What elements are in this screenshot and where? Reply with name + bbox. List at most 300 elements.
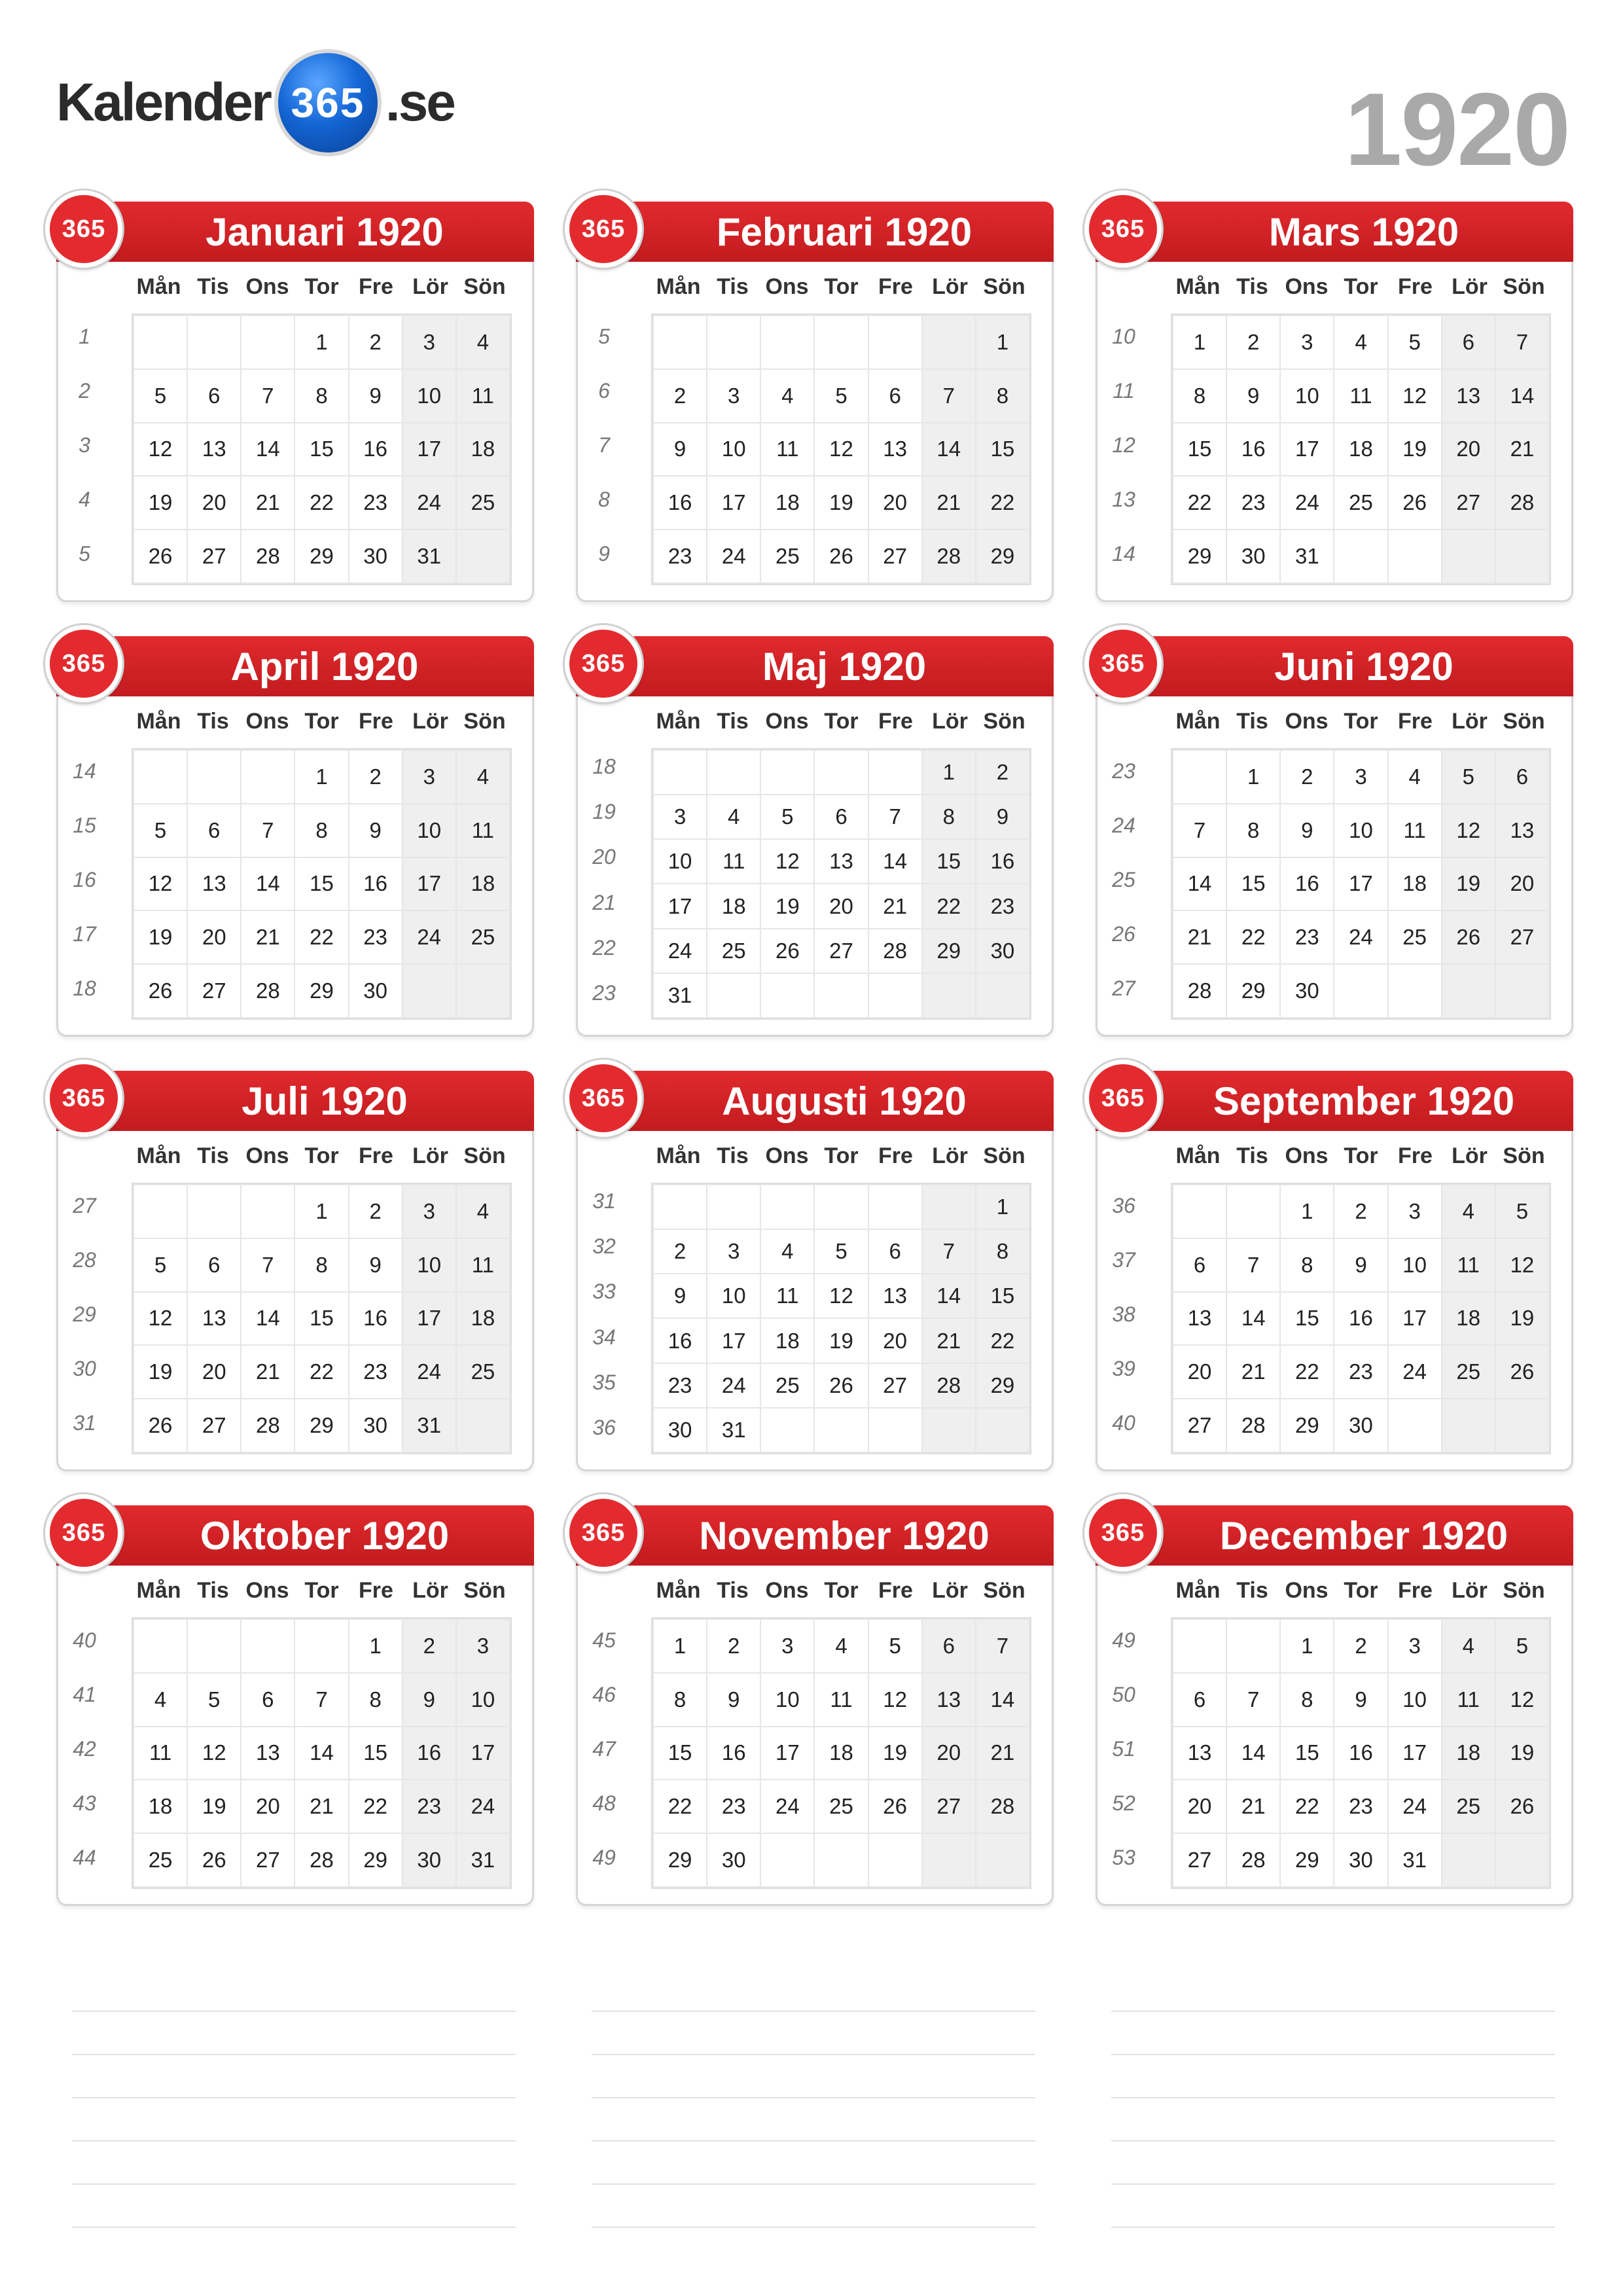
day-cell: 25 <box>1334 476 1387 529</box>
week-row <box>134 1619 510 1673</box>
week-row <box>134 1185 510 1238</box>
weekday-header-row <box>132 709 512 734</box>
weekday-header-row <box>1171 709 1551 734</box>
day-cell: 29 <box>1280 1833 1334 1887</box>
day-cell: 3 <box>707 369 760 423</box>
weekday-header-row <box>132 1143 512 1169</box>
day-cell: 2 <box>976 750 1029 795</box>
week-row <box>653 1318 1029 1363</box>
week-row <box>134 1399 510 1452</box>
day-cell: 26 <box>1388 476 1442 529</box>
week-number: 49 <box>592 1846 616 1869</box>
day-cell <box>922 1408 976 1452</box>
day-cell: 22 <box>1173 476 1226 529</box>
day-cell: 5 <box>868 1619 922 1673</box>
weekday-label: Ons <box>765 1578 809 1603</box>
day-cell <box>1442 529 1495 583</box>
week-number: 44 <box>73 1846 96 1869</box>
month-title: Oktober 1920 <box>200 1513 450 1558</box>
weekday-label: Ons <box>765 1143 809 1168</box>
day-cell: 20 <box>1495 857 1549 911</box>
week-number-column <box>58 748 111 1020</box>
day-cell: 8 <box>976 369 1029 423</box>
week-row <box>1173 857 1549 911</box>
day-cell: 3 <box>456 1619 510 1673</box>
day-cell <box>241 1185 294 1238</box>
note-line <box>72 2054 516 2055</box>
day-cell: 18 <box>456 423 510 476</box>
day-cell <box>1495 1399 1549 1452</box>
weekday-label: Mån <box>136 1143 181 1168</box>
week-number: 18 <box>73 977 96 1000</box>
weekday-label: Tor <box>1344 1578 1378 1603</box>
day-cell: 18 <box>1442 1727 1495 1780</box>
week-row <box>1173 1345 1549 1399</box>
week-number: 1 <box>79 325 90 348</box>
week-number: 48 <box>592 1791 616 1815</box>
weekday-header-row <box>1171 274 1551 300</box>
day-cell: 27 <box>187 1399 241 1452</box>
week-number: 11 <box>1113 379 1135 403</box>
day-cell: 20 <box>868 1318 922 1363</box>
day-cell <box>760 1833 814 1887</box>
week-number: 5 <box>598 325 610 348</box>
day-cell <box>922 1185 976 1229</box>
week-number: 40 <box>73 1628 96 1652</box>
day-cell: 8 <box>294 1238 348 1292</box>
notes-column-2 <box>592 2011 1035 2270</box>
day-cell: 15 <box>1226 857 1280 911</box>
day-cell: 23 <box>349 910 402 964</box>
day-cell: 17 <box>707 476 760 529</box>
day-cell: 1 <box>294 315 348 369</box>
day-cell <box>187 1185 241 1238</box>
note-line <box>1111 2183 1555 2185</box>
day-cell: 24 <box>1334 910 1387 964</box>
day-cell: 6 <box>1173 1238 1226 1292</box>
day-cell: 6 <box>922 1619 976 1673</box>
weekday-label: Ons <box>765 709 809 734</box>
week-row <box>653 315 1029 369</box>
day-cell: 29 <box>653 1833 707 1887</box>
month-badge-icon: 365 <box>565 1494 642 1571</box>
week-row <box>653 476 1029 529</box>
day-cell: 27 <box>187 964 241 1018</box>
day-cell <box>868 973 922 1018</box>
day-cell: 11 <box>760 1274 814 1318</box>
week-row <box>653 929 1029 973</box>
day-cell: 28 <box>241 1399 294 1452</box>
week-row <box>134 1727 510 1780</box>
day-cell: 27 <box>1173 1399 1226 1452</box>
day-cell: 3 <box>760 1619 814 1673</box>
day-cell: 14 <box>922 423 976 476</box>
month-card <box>56 636 534 1037</box>
weekday-label: Fre <box>359 1578 393 1603</box>
weekday-label: Ons <box>1285 709 1329 734</box>
day-cell: 16 <box>349 1292 402 1346</box>
day-cell: 9 <box>976 795 1029 839</box>
day-cell: 5 <box>1388 315 1442 369</box>
weekday-label: Lör <box>412 709 448 734</box>
day-cell: 4 <box>1388 750 1442 804</box>
weekday-label: Tor <box>1344 1143 1378 1168</box>
day-cell: 14 <box>294 1727 348 1780</box>
weekday-label: Ons <box>765 274 809 299</box>
day-cell: 10 <box>1388 1238 1442 1292</box>
day-cell: 24 <box>1280 476 1334 529</box>
weekday-header-row <box>651 1143 1031 1169</box>
day-cell: 8 <box>1226 804 1280 857</box>
week-number: 52 <box>1112 1791 1135 1815</box>
week-number: 35 <box>592 1370 616 1394</box>
weekday-label: Tis <box>1236 1578 1268 1603</box>
note-line <box>592 2054 1035 2055</box>
week-number: 49 <box>1112 1628 1135 1652</box>
month-header <box>56 1071 534 1131</box>
day-cell: 26 <box>760 929 814 973</box>
day-cell: 9 <box>349 804 402 857</box>
day-cell: 18 <box>1334 423 1387 476</box>
week-row <box>1173 1727 1549 1780</box>
day-cell: 10 <box>707 423 760 476</box>
week-row <box>1173 1780 1549 1833</box>
day-cell: 29 <box>976 529 1029 583</box>
day-cell: 10 <box>707 1274 760 1318</box>
day-cell: 17 <box>402 857 456 911</box>
day-cell: 1 <box>294 750 348 804</box>
day-cell: 17 <box>1388 1292 1442 1346</box>
day-cell: 7 <box>241 1238 294 1292</box>
day-cell: 19 <box>1388 423 1442 476</box>
day-cell: 10 <box>1334 804 1387 857</box>
weekday-label: Tor <box>304 709 339 734</box>
day-cell: 5 <box>134 804 187 857</box>
day-cell: 14 <box>976 1673 1029 1727</box>
day-cell <box>976 1833 1029 1887</box>
day-cell: 9 <box>707 1673 760 1727</box>
day-cell: 7 <box>1495 315 1549 369</box>
day-cell: 1 <box>294 1185 348 1238</box>
day-cell: 9 <box>1334 1238 1387 1292</box>
month-card <box>1096 202 1573 602</box>
week-row <box>134 1833 510 1887</box>
day-cell <box>760 750 814 795</box>
note-line <box>72 2097 516 2098</box>
month-title: September 1920 <box>1213 1079 1515 1123</box>
week-number: 27 <box>73 1194 96 1217</box>
day-cell: 12 <box>868 1673 922 1727</box>
day-cell: 6 <box>868 369 922 423</box>
day-grid <box>1171 748 1551 1020</box>
day-cell: 15 <box>976 1274 1029 1318</box>
day-cell: 30 <box>349 529 402 583</box>
weekday-label: Mån <box>1175 709 1221 734</box>
day-cell: 15 <box>1173 423 1226 476</box>
weekday-label: Tor <box>304 1578 339 1603</box>
day-cell: 11 <box>456 1238 510 1292</box>
day-cell: 11 <box>707 839 760 884</box>
day-cell <box>241 750 294 804</box>
day-cell: 12 <box>1442 804 1495 857</box>
day-cell: 6 <box>1173 1673 1226 1727</box>
weekday-label: Sön <box>463 274 506 299</box>
day-cell: 4 <box>1334 315 1387 369</box>
day-cell: 7 <box>976 1619 1029 1673</box>
day-cell: 29 <box>1173 529 1226 583</box>
weekday-label: Mån <box>1175 274 1221 299</box>
day-cell <box>922 315 976 369</box>
weekday-label: Ons <box>245 1143 289 1168</box>
week-row <box>134 750 510 804</box>
day-cell: 4 <box>1442 1185 1495 1238</box>
day-cell <box>653 1185 707 1229</box>
week-number: 36 <box>1112 1194 1135 1217</box>
day-cell: 31 <box>402 529 456 583</box>
day-cell <box>134 750 187 804</box>
note-line <box>1111 2011 1555 2012</box>
week-number-column <box>578 1617 630 1889</box>
day-cell: 11 <box>814 1673 868 1727</box>
week-number: 12 <box>1112 433 1135 457</box>
month-badge-icon: 365 <box>45 1494 122 1571</box>
day-cell <box>922 1833 976 1887</box>
week-row <box>653 1833 1029 1887</box>
week-number: 37 <box>1112 1248 1135 1272</box>
weekday-label: Mån <box>136 1578 181 1603</box>
week-row <box>134 1345 510 1399</box>
day-cell: 28 <box>1173 964 1226 1018</box>
day-cell: 14 <box>241 1292 294 1346</box>
day-cell: 13 <box>1442 369 1495 423</box>
day-cell: 24 <box>760 1780 814 1833</box>
note-line <box>1111 2140 1555 2142</box>
day-cell: 26 <box>1495 1780 1549 1833</box>
site-logo[interactable] <box>56 47 454 158</box>
day-cell <box>1388 529 1442 583</box>
day-cell: 6 <box>1495 750 1549 804</box>
day-cell: 26 <box>814 529 868 583</box>
week-number: 20 <box>592 845 616 869</box>
note-line <box>72 2140 516 2142</box>
week-row <box>653 369 1029 423</box>
day-cell: 23 <box>653 1363 707 1408</box>
day-cell: 16 <box>349 857 402 911</box>
week-row <box>653 1673 1029 1727</box>
month-title: Maj 1920 <box>762 644 927 689</box>
day-cell: 21 <box>922 476 976 529</box>
day-cell: 20 <box>241 1780 294 1833</box>
weekday-label: Fre <box>878 1143 913 1168</box>
day-cell: 13 <box>1173 1292 1226 1346</box>
note-line <box>592 2227 1035 2228</box>
week-number: 6 <box>598 379 610 403</box>
day-cell: 9 <box>653 1274 707 1318</box>
week-number: 3 <box>79 433 90 457</box>
weekday-label: Ons <box>1285 274 1329 299</box>
day-grid <box>651 1617 1031 1889</box>
day-cell: 16 <box>707 1727 760 1780</box>
week-row <box>134 476 510 529</box>
weekday-label: Mån <box>656 1143 701 1168</box>
day-cell: 5 <box>1442 750 1495 804</box>
day-cell: 4 <box>456 750 510 804</box>
month-title: April 1920 <box>230 644 419 689</box>
day-cell: 20 <box>922 1727 976 1780</box>
day-cell: 6 <box>187 804 241 857</box>
day-cell: 19 <box>868 1727 922 1780</box>
day-cell: 25 <box>456 910 510 964</box>
weekday-label: Sön <box>463 1143 506 1168</box>
day-cell: 18 <box>134 1780 187 1833</box>
weekday-label: Tor <box>824 1143 859 1168</box>
day-cell: 8 <box>294 369 348 423</box>
week-row <box>653 795 1029 839</box>
notes-column-1 <box>72 2011 516 2270</box>
day-cell: 8 <box>294 804 348 857</box>
weekday-label: Tis <box>197 709 229 734</box>
day-cell: 13 <box>814 839 868 884</box>
day-cell: 17 <box>1388 1727 1442 1780</box>
day-cell <box>1388 1399 1442 1452</box>
day-cell: 1 <box>1280 1619 1334 1673</box>
week-row <box>134 1292 510 1346</box>
day-cell: 3 <box>1334 750 1387 804</box>
day-cell: 20 <box>1173 1345 1226 1399</box>
day-cell: 10 <box>402 1238 456 1292</box>
day-cell: 1 <box>1226 750 1280 804</box>
week-number: 14 <box>1112 542 1135 565</box>
note-line <box>1111 2097 1555 2098</box>
month-card <box>1096 1505 1573 1906</box>
day-cell: 10 <box>402 804 456 857</box>
weekday-label: Sön <box>1503 274 1545 299</box>
week-row <box>653 1780 1029 1833</box>
day-cell: 24 <box>402 1345 456 1399</box>
day-cell: 26 <box>187 1833 241 1887</box>
day-cell: 18 <box>814 1727 868 1780</box>
day-cell <box>868 1833 922 1887</box>
day-cell <box>707 315 760 369</box>
day-cell <box>456 529 510 583</box>
day-grid <box>132 748 512 1020</box>
day-cell: 18 <box>760 1318 814 1363</box>
day-cell: 2 <box>349 315 402 369</box>
month-card <box>576 1505 1054 1906</box>
week-number: 34 <box>592 1325 616 1349</box>
day-cell: 28 <box>922 1363 976 1408</box>
day-cell: 29 <box>294 529 348 583</box>
day-cell: 19 <box>1495 1727 1549 1780</box>
day-cell: 21 <box>1226 1345 1280 1399</box>
weekday-label: Tis <box>717 1143 749 1168</box>
weekday-label: Ons <box>245 709 289 734</box>
week-number: 36 <box>592 1415 616 1439</box>
day-cell: 14 <box>1173 857 1226 911</box>
day-cell: 7 <box>1173 804 1226 857</box>
day-cell: 10 <box>760 1673 814 1727</box>
day-cell: 26 <box>814 1363 868 1408</box>
weekday-label: Tor <box>824 709 859 734</box>
day-grid <box>132 1617 512 1889</box>
weekday-label: Mån <box>656 1578 701 1603</box>
weekday-label: Fre <box>359 1143 393 1168</box>
day-cell: 3 <box>707 1229 760 1274</box>
day-cell: 27 <box>1442 476 1495 529</box>
day-cell: 7 <box>241 804 294 857</box>
day-cell: 29 <box>294 1399 348 1452</box>
day-cell: 2 <box>653 369 707 423</box>
day-cell <box>241 315 294 369</box>
day-grid <box>1171 1617 1551 1889</box>
day-cell <box>814 750 868 795</box>
day-cell: 7 <box>922 369 976 423</box>
week-number: 31 <box>592 1189 616 1213</box>
day-cell <box>868 1185 922 1229</box>
weekday-label: Sön <box>463 1578 506 1603</box>
day-cell <box>868 750 922 795</box>
day-cell: 6 <box>241 1673 294 1727</box>
weekday-label: Mån <box>656 274 701 299</box>
day-cell: 30 <box>349 1399 402 1452</box>
day-cell: 1 <box>653 1619 707 1673</box>
month-header <box>56 636 534 696</box>
weekday-label: Sön <box>983 1578 1026 1603</box>
day-cell <box>1173 1619 1226 1673</box>
day-cell: 4 <box>760 1229 814 1274</box>
note-line <box>592 2183 1035 2185</box>
day-cell <box>1442 1399 1495 1452</box>
day-cell: 16 <box>402 1727 456 1780</box>
day-grid <box>651 748 1031 1020</box>
day-cell: 2 <box>707 1619 760 1673</box>
day-cell: 14 <box>922 1274 976 1318</box>
week-number: 23 <box>592 980 616 1005</box>
week-number: 32 <box>592 1234 616 1259</box>
day-cell: 25 <box>760 529 814 583</box>
day-cell <box>868 315 922 369</box>
day-cell: 25 <box>1442 1345 1495 1399</box>
day-cell: 23 <box>1280 910 1334 964</box>
weekday-label: Lör <box>932 709 968 734</box>
week-row <box>653 1619 1029 1673</box>
day-cell: 12 <box>1495 1673 1549 1727</box>
weekday-label: Lör <box>932 1143 968 1168</box>
note-line <box>592 2097 1035 2098</box>
week-row <box>653 1229 1029 1274</box>
week-number: 14 <box>73 759 96 783</box>
day-cell: 12 <box>814 1274 868 1318</box>
day-cell: 13 <box>187 857 241 911</box>
week-row <box>134 529 510 583</box>
day-cell: 13 <box>187 1292 241 1346</box>
day-cell: 9 <box>349 1238 402 1292</box>
day-cell: 17 <box>402 423 456 476</box>
week-number: 17 <box>73 922 96 946</box>
note-line <box>72 2183 516 2185</box>
day-cell <box>134 315 187 369</box>
day-cell: 15 <box>976 423 1029 476</box>
week-row <box>1173 1238 1549 1292</box>
day-cell: 25 <box>814 1780 868 1833</box>
day-cell: 26 <box>134 1399 187 1452</box>
week-number-column <box>1097 1617 1150 1889</box>
month-badge-icon: 365 <box>1084 1494 1162 1571</box>
day-cell: 21 <box>1495 423 1549 476</box>
week-number: 26 <box>1112 922 1135 946</box>
month-title: December 1920 <box>1219 1513 1508 1558</box>
day-cell: 31 <box>456 1833 510 1887</box>
